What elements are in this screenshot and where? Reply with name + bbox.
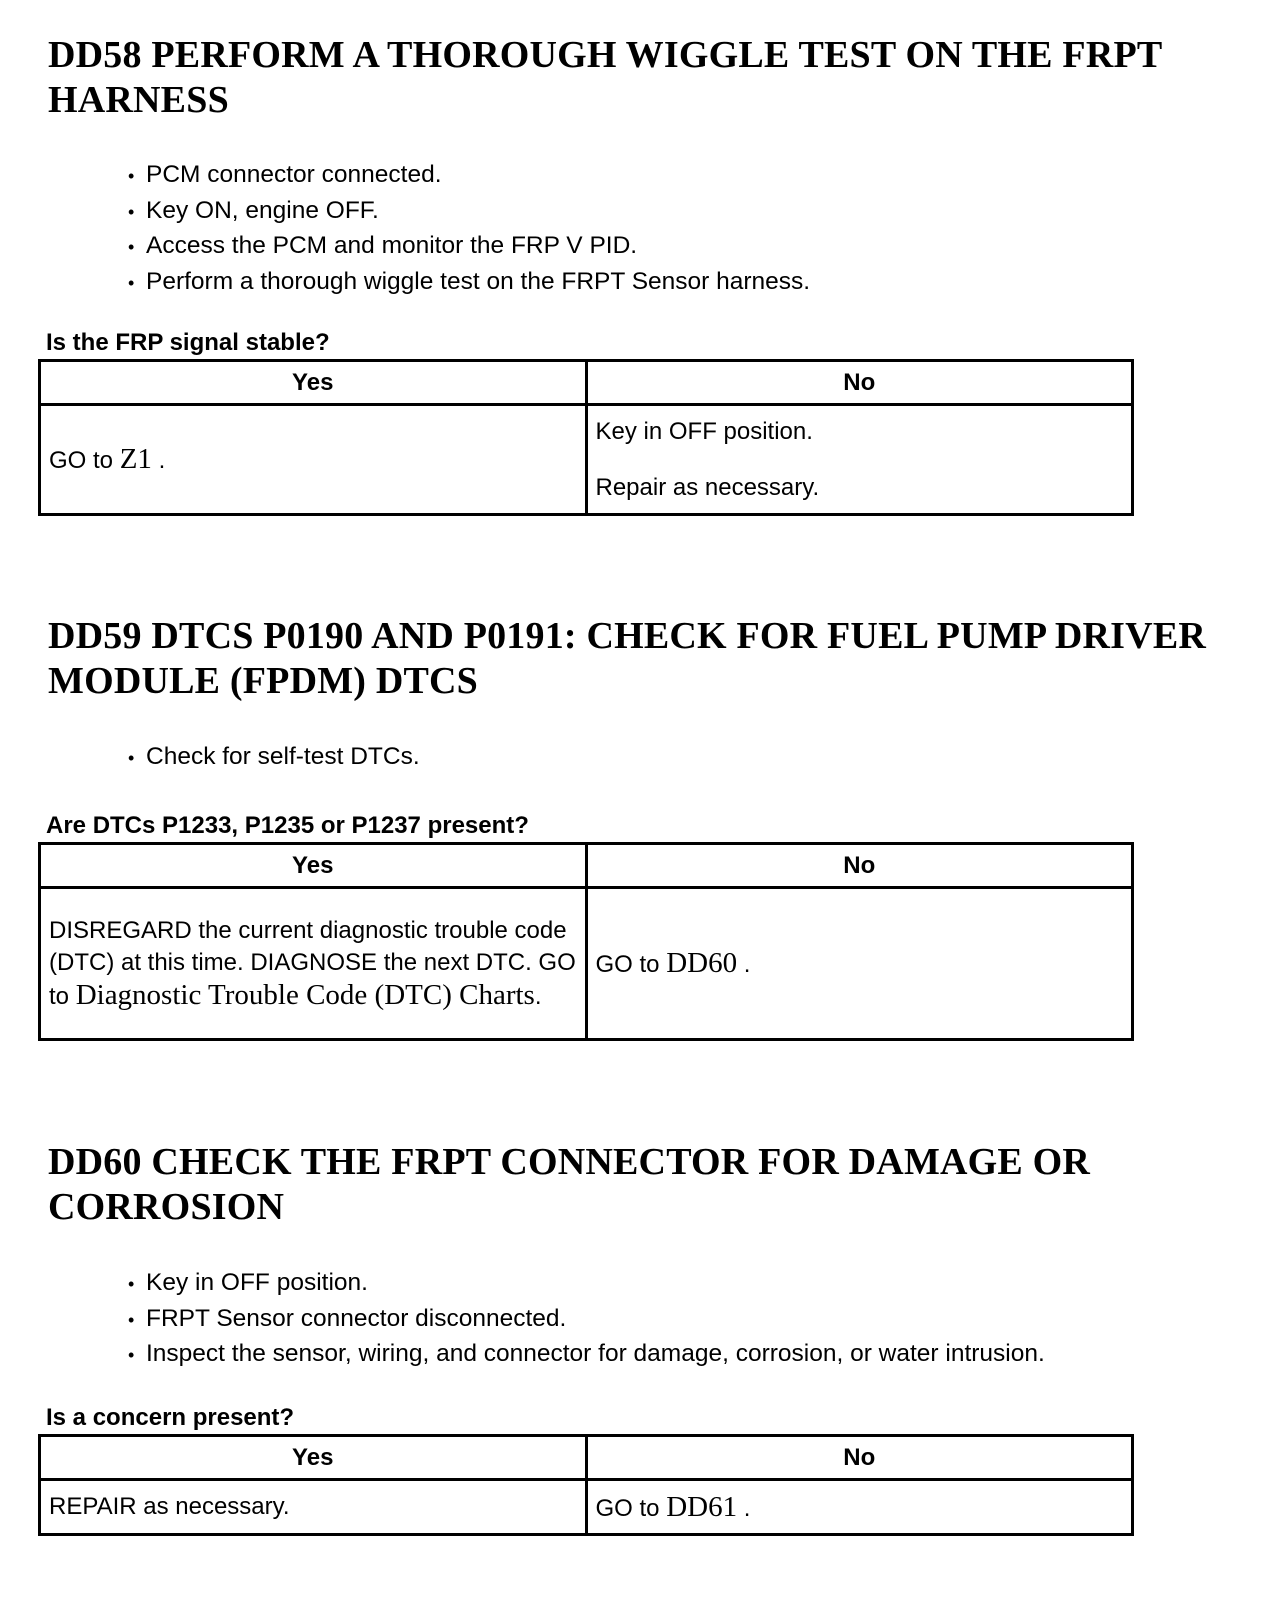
question-dd60: Is a concern present? [46,1404,295,1431]
yes-cell [40,888,587,1040]
yes-suffix: . [534,982,542,1010]
answer-table-dd60 [38,1434,1134,1536]
yes-cell [40,405,587,515]
list-item: • Key ON, engine OFF. [128,194,810,230]
list-item: • PCM connector connected. [128,158,810,194]
question-dd59: Are DTCs P1233, P1235 or P1237 present? [46,812,529,839]
link-dd60[interactable]: DD60 [666,947,738,979]
no-line-1: Key in OFF position. [595,417,813,445]
list-item: • Key in OFF position. [128,1266,1045,1302]
list-item: • Perform a thorough wiggle test on the FRPT Sensor harness. [128,265,810,301]
bullet-list-dd60 [128,1266,1045,1373]
no-header: No [586,1436,1133,1480]
list-item: • Inspect the sensor, wiring, and connector for damage, corrosion, or water intrusion. [128,1337,1045,1373]
yes-cell [40,1480,587,1535]
no-prefix: GO to [595,951,667,978]
section-heading-dd60: DD60 CHECK THE FRPT CONNECTOR FOR DAMAGE OR CORROSION [48,1141,1091,1228]
bullet-list-dd58 [128,158,810,300]
list-item: • Access the PCM and monitor the FRP V PID. [128,229,810,265]
section-heading-dd59: DD59 DTCS P0190 AND P0191: CHECK FOR FUEL PUMP DRIVER MODULE (FPDM) DTCS [48,615,1207,702]
yes-suffix: . [151,447,166,474]
no-suffix: . [737,951,751,978]
yes-header: Yes [40,361,587,405]
answer-table-dd59 [38,842,1134,1041]
no-cell [586,405,1133,515]
yes-text: REPAIR as necessary. [49,1493,290,1520]
yes-header: Yes [40,1436,587,1480]
no-prefix: GO to [595,1494,667,1522]
no-cell [586,1480,1133,1535]
no-suffix: . [737,1494,751,1522]
list-item: • Check for self-test DTCs. [128,740,420,776]
question-dd58: Is the FRP signal stable? [46,329,330,356]
yes-header: Yes [40,844,587,888]
section-heading-dd58: DD58 PERFORM A THOROUGH WIGGLE TEST ON THE FRPT HARNESS [48,34,1162,121]
answer-table-dd58 [38,359,1134,516]
link-dtc-charts[interactable]: Diagnostic Trouble Code (DTC) Charts [75,978,535,1011]
bullet-list-dd59 [128,740,420,776]
yes-text: DISREGARD the current diagnostic trouble code (DTC) at this time. DIAGNOSE the next DTC. GO to [49,916,576,1010]
no-header: No [586,361,1133,405]
list-item: • FRPT Sensor connector disconnected. [128,1302,1045,1338]
link-dd61[interactable]: DD61 [666,1490,738,1523]
no-header: No [586,844,1133,888]
no-line-2: Repair as necessary. [595,473,820,501]
yes-prefix: GO to [49,447,120,474]
no-cell [586,888,1133,1040]
link-z1[interactable]: Z1 [119,443,152,475]
